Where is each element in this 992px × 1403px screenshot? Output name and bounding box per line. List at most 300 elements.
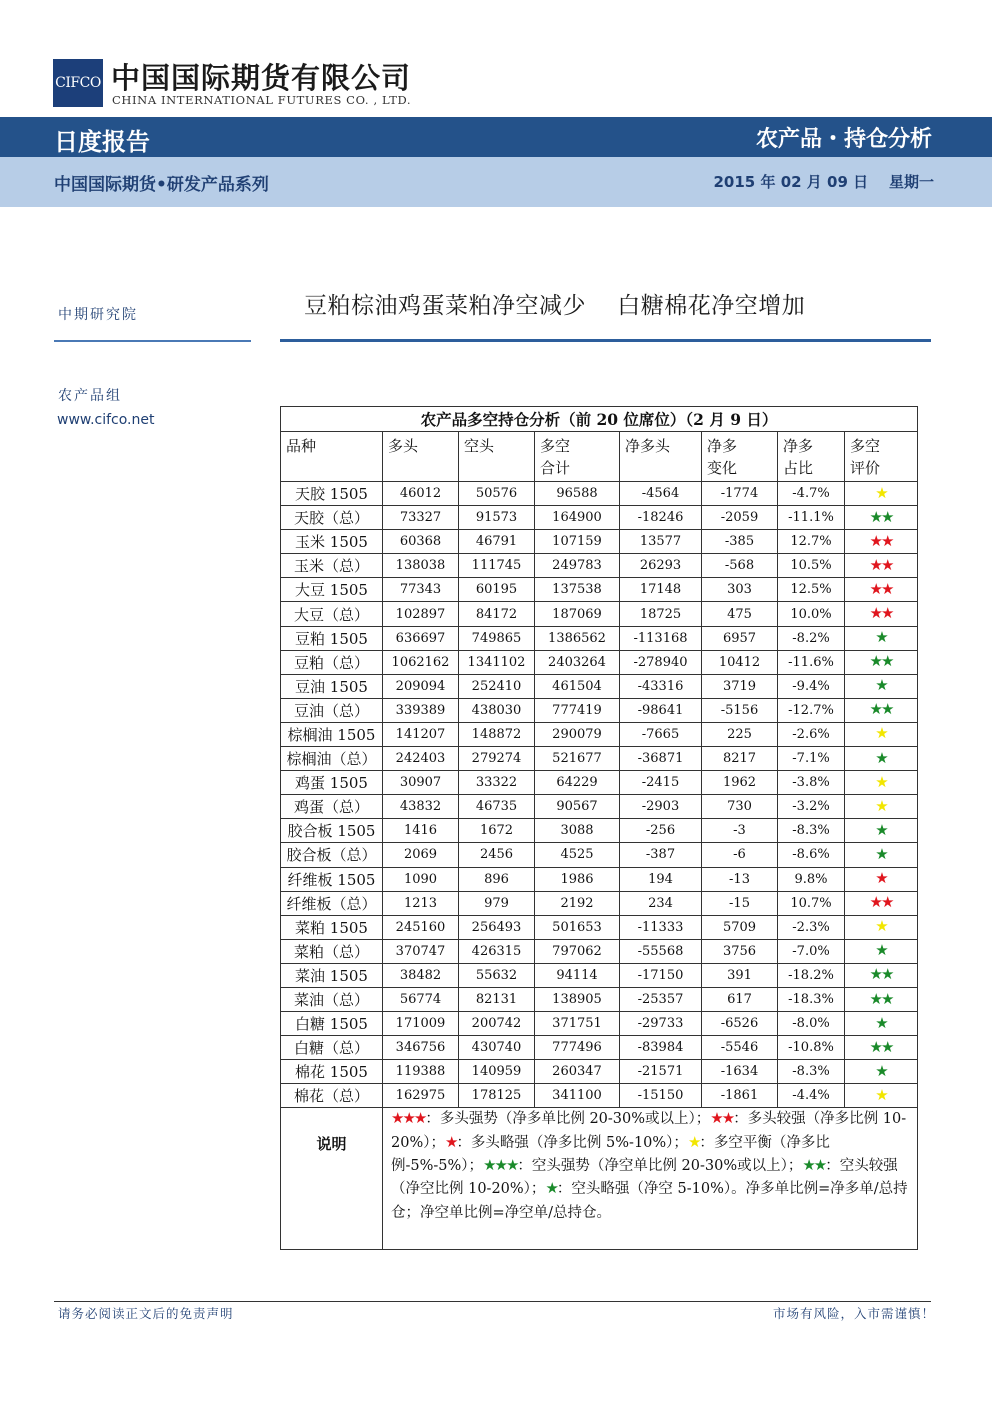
cell-change: 6957 xyxy=(702,626,778,650)
cell-total: 1386562 xyxy=(535,626,620,650)
table-row xyxy=(281,1060,918,1084)
cell-short: 2456 xyxy=(459,843,535,867)
report-banner xyxy=(0,117,992,157)
cell-rating xyxy=(845,795,918,819)
cell-name: 豆粕（总） xyxy=(281,650,383,674)
legend-star-icon: ★★ xyxy=(710,1109,734,1128)
legend-star-icon: ★ xyxy=(444,1132,457,1151)
cell-change: 5709 xyxy=(702,915,778,939)
cell-net: 26293 xyxy=(620,554,702,578)
column-header xyxy=(281,432,383,482)
column-header xyxy=(459,432,535,482)
cell-change: 391 xyxy=(702,963,778,987)
cell-rating xyxy=(845,987,918,1011)
cell-total: 96588 xyxy=(535,482,620,506)
cell-net: 234 xyxy=(620,891,702,915)
legend-text: ：空头强势（净空单比例 20-30%或以上）； xyxy=(517,1158,803,1175)
cell-ratio: 9.8% xyxy=(778,867,845,891)
rating-star-icon: ★★ xyxy=(869,989,893,1008)
cell-ratio: -3.8% xyxy=(778,771,845,795)
cell-long: 339389 xyxy=(383,698,459,722)
cell-long: 43832 xyxy=(383,795,459,819)
cell-name: 纤维板 1505 xyxy=(281,867,383,891)
cell-total: 94114 xyxy=(535,963,620,987)
cell-short: 279274 xyxy=(459,747,535,771)
cell-rating xyxy=(845,674,918,698)
rating-star-icon: ★ xyxy=(875,1013,887,1032)
cell-total: 187069 xyxy=(535,602,620,626)
table-note-row xyxy=(281,1108,918,1250)
cell-name: 大豆 1505 xyxy=(281,578,383,602)
cell-ratio: 10.5% xyxy=(778,554,845,578)
rating-star-icon: ★ xyxy=(875,724,887,743)
cell-change: 475 xyxy=(702,602,778,626)
column-header xyxy=(383,432,459,482)
cell-rating xyxy=(845,530,918,554)
cell-net: -2415 xyxy=(620,771,702,795)
note-text xyxy=(383,1108,918,1250)
cell-short: 979 xyxy=(459,891,535,915)
cell-total: 521677 xyxy=(535,747,620,771)
cell-ratio: -9.4% xyxy=(778,674,845,698)
cell-long: 77343 xyxy=(383,578,459,602)
cell-name: 棕榈油 1505 xyxy=(281,722,383,746)
cell-total: 64229 xyxy=(535,771,620,795)
table-row xyxy=(281,722,918,746)
cell-name: 棉花（总） xyxy=(281,1084,383,1108)
cell-total: 260347 xyxy=(535,1060,620,1084)
rating-star-icon: ★★ xyxy=(869,1037,893,1056)
cell-change: 3756 xyxy=(702,939,778,963)
cell-rating xyxy=(845,1036,918,1060)
cell-ratio: -11.1% xyxy=(778,506,845,530)
column-header xyxy=(535,432,620,482)
cell-long: 1062162 xyxy=(383,650,459,674)
cell-change: -15 xyxy=(702,891,778,915)
table-row xyxy=(281,626,918,650)
rating-star-icon: ★ xyxy=(875,941,887,960)
cell-rating xyxy=(845,843,918,867)
cell-rating xyxy=(845,915,918,939)
cell-net: -29733 xyxy=(620,1012,702,1036)
table-row xyxy=(281,819,918,843)
table-row xyxy=(281,578,918,602)
cell-short: 200742 xyxy=(459,1012,535,1036)
cell-change: -13 xyxy=(702,867,778,891)
cell-net: -15150 xyxy=(620,1084,702,1108)
rating-star-icon: ★★ xyxy=(869,531,893,550)
cell-net: 194 xyxy=(620,867,702,891)
cell-long: 60368 xyxy=(383,530,459,554)
cell-change: 1962 xyxy=(702,771,778,795)
legend-star-icon: ★★ xyxy=(802,1156,826,1175)
cell-ratio: -18.3% xyxy=(778,987,845,1011)
cell-net: -36871 xyxy=(620,747,702,771)
cell-ratio: -4.7% xyxy=(778,482,845,506)
cell-name: 纤维板（总） xyxy=(281,891,383,915)
cell-total: 290079 xyxy=(535,722,620,746)
cell-change: 730 xyxy=(702,795,778,819)
cell-rating xyxy=(845,1012,918,1036)
cell-net: -55568 xyxy=(620,939,702,963)
cell-total: 164900 xyxy=(535,506,620,530)
cell-rating xyxy=(845,722,918,746)
cell-total: 3088 xyxy=(535,819,620,843)
headline-divider xyxy=(280,339,931,342)
cell-short: 111745 xyxy=(459,554,535,578)
cell-ratio: -8.0% xyxy=(778,1012,845,1036)
cell-rating xyxy=(845,1084,918,1108)
rating-star-icon: ★ xyxy=(875,844,887,863)
cell-net: -387 xyxy=(620,843,702,867)
cell-long: 370747 xyxy=(383,939,459,963)
cell-net: -21571 xyxy=(620,1060,702,1084)
cell-name: 天胶（总） xyxy=(281,506,383,530)
cell-change: 303 xyxy=(702,578,778,602)
cell-name: 豆油 1505 xyxy=(281,674,383,698)
cell-ratio: 10.0% xyxy=(778,602,845,626)
rating-star-icon: ★★ xyxy=(869,555,893,574)
cell-short: 84172 xyxy=(459,602,535,626)
cell-total: 107159 xyxy=(535,530,620,554)
cell-short: 438030 xyxy=(459,698,535,722)
cell-long: 102897 xyxy=(383,602,459,626)
cell-net: -17150 xyxy=(620,963,702,987)
cell-short: 426315 xyxy=(459,939,535,963)
table-row xyxy=(281,554,918,578)
rating-star-icon: ★★ xyxy=(869,604,893,623)
cell-rating xyxy=(845,650,918,674)
table-row xyxy=(281,698,918,722)
sidebar-divider xyxy=(54,340,251,342)
footer-divider xyxy=(54,1301,931,1302)
cell-ratio: 10.7% xyxy=(778,891,845,915)
cell-short: 46735 xyxy=(459,795,535,819)
table-title: 农产品多空持仓分析（前 20 位席位）（2 月 9 日） xyxy=(281,407,918,432)
rating-star-icon: ★ xyxy=(875,796,887,815)
cell-ratio: -8.2% xyxy=(778,626,845,650)
cell-ratio: -7.0% xyxy=(778,939,845,963)
legend-star-icon: ★ xyxy=(545,1179,557,1198)
cell-ratio: -8.6% xyxy=(778,843,845,867)
cell-net: 17148 xyxy=(620,578,702,602)
cell-net: -2903 xyxy=(620,795,702,819)
cell-short: 91573 xyxy=(459,506,535,530)
cell-rating xyxy=(845,867,918,891)
rating-star-icon: ★★ xyxy=(869,507,893,526)
table-row xyxy=(281,1012,918,1036)
cell-change: -385 xyxy=(702,530,778,554)
cell-total: 777419 xyxy=(535,698,620,722)
cell-short: 430740 xyxy=(459,1036,535,1060)
cell-long: 56774 xyxy=(383,987,459,1011)
column-header-line: 净多头 xyxy=(625,437,671,455)
cell-short: 256493 xyxy=(459,915,535,939)
cell-total: 777496 xyxy=(535,1036,620,1060)
legend-text: ：多空平衡（净多比例-5%-5%）； xyxy=(391,1134,830,1175)
legend-star-icon: ★★★ xyxy=(483,1156,518,1175)
table-row xyxy=(281,843,918,867)
rating-star-icon: ★ xyxy=(875,748,887,767)
rating-star-icon: ★ xyxy=(875,917,887,936)
cell-short: 749865 xyxy=(459,626,535,650)
cell-long: 171009 xyxy=(383,1012,459,1036)
cell-name: 菜粕（总） xyxy=(281,939,383,963)
cell-name: 豆粕 1505 xyxy=(281,626,383,650)
page-headline: 豆粕棕油鸡蛋菜粕净空减少 白糖棉花净空增加 xyxy=(304,293,806,319)
cell-long: 73327 xyxy=(383,506,459,530)
cell-long: 209094 xyxy=(383,674,459,698)
cell-change: -2059 xyxy=(702,506,778,530)
company-name-en: CHINA INTERNATIONAL FUTURES CO. , LTD. xyxy=(112,93,412,107)
table-row xyxy=(281,987,918,1011)
rating-star-icon: ★★ xyxy=(869,700,893,719)
cell-name: 鸡蛋 1505 xyxy=(281,771,383,795)
table-row xyxy=(281,530,918,554)
cell-name: 大豆（总） xyxy=(281,602,383,626)
cell-rating xyxy=(845,554,918,578)
cell-long: 30907 xyxy=(383,771,459,795)
cell-total: 461504 xyxy=(535,674,620,698)
cell-ratio: -12.7% xyxy=(778,698,845,722)
cell-long: 141207 xyxy=(383,722,459,746)
cell-name: 天胶 1505 xyxy=(281,482,383,506)
column-header-line: 评价 xyxy=(850,459,881,477)
cell-total: 797062 xyxy=(535,939,620,963)
cell-change: 10412 xyxy=(702,650,778,674)
cell-long: 46012 xyxy=(383,482,459,506)
cell-rating xyxy=(845,626,918,650)
cell-total: 501653 xyxy=(535,915,620,939)
column-header-line: 品种 xyxy=(286,437,317,455)
cell-long: 636697 xyxy=(383,626,459,650)
cell-change: -5156 xyxy=(702,698,778,722)
cell-rating xyxy=(845,939,918,963)
legend-text: ：多头略强（净多比例 5%-10%）； xyxy=(456,1134,688,1151)
cell-name: 胶合板 1505 xyxy=(281,819,383,843)
cell-long: 38482 xyxy=(383,963,459,987)
cell-change: -1634 xyxy=(702,1060,778,1084)
cell-long: 119388 xyxy=(383,1060,459,1084)
rating-star-icon: ★ xyxy=(875,676,887,695)
rating-star-icon: ★ xyxy=(875,772,887,791)
cell-short: 1341102 xyxy=(459,650,535,674)
table-row xyxy=(281,915,918,939)
column-header xyxy=(702,432,778,482)
cell-short: 140959 xyxy=(459,1060,535,1084)
legend-text: ：空头略强（净空 5-10%）。净多单比例=净多单/总持仓；净空单比例=净空单/总持仓。 xyxy=(391,1181,908,1221)
cell-ratio: -4.4% xyxy=(778,1084,845,1108)
cell-short: 50576 xyxy=(459,482,535,506)
rating-star-icon: ★★ xyxy=(869,965,893,984)
rating-star-icon: ★★ xyxy=(869,652,893,671)
column-header-line: 净多 xyxy=(707,437,738,455)
report-series: 中国国际期货•研发产品系列 xyxy=(54,175,269,195)
cell-change: 617 xyxy=(702,987,778,1011)
cell-ratio: -8.3% xyxy=(778,1060,845,1084)
rating-star-icon: ★ xyxy=(875,483,887,502)
rating-star-icon: ★ xyxy=(875,1061,887,1080)
cell-total: 371751 xyxy=(535,1012,620,1036)
legend-star-icon: ★ xyxy=(687,1132,700,1151)
column-header-line: 空头 xyxy=(464,437,495,455)
cell-net: -11333 xyxy=(620,915,702,939)
cell-short: 896 xyxy=(459,867,535,891)
cell-total: 137538 xyxy=(535,578,620,602)
table-row xyxy=(281,506,918,530)
table-row xyxy=(281,602,918,626)
cell-ratio: -3.2% xyxy=(778,795,845,819)
cell-rating xyxy=(845,698,918,722)
cell-name: 棉花 1505 xyxy=(281,1060,383,1084)
cell-name: 白糖 1505 xyxy=(281,1012,383,1036)
table-row xyxy=(281,939,918,963)
column-header-line: 多空 xyxy=(850,437,881,455)
cell-long: 162975 xyxy=(383,1084,459,1108)
rating-star-icon: ★★ xyxy=(869,893,893,912)
cell-ratio: -2.3% xyxy=(778,915,845,939)
table-row xyxy=(281,867,918,891)
report-type: 日度报告 xyxy=(54,128,150,156)
rating-star-icon: ★ xyxy=(875,1085,887,1104)
cell-net: -4564 xyxy=(620,482,702,506)
column-header-line: 变化 xyxy=(707,459,738,477)
column-header xyxy=(620,432,702,482)
table-row xyxy=(281,650,918,674)
rating-star-icon: ★ xyxy=(875,628,887,647)
cell-net: -43316 xyxy=(620,674,702,698)
cell-ratio: 12.5% xyxy=(778,578,845,602)
footer-risk-warning: 市场有风险，入市需谨慎！ xyxy=(772,1306,935,1321)
cell-rating xyxy=(845,482,918,506)
cell-total: 249783 xyxy=(535,554,620,578)
cell-name: 胶合板（总） xyxy=(281,843,383,867)
table-row xyxy=(281,795,918,819)
column-header-line: 合计 xyxy=(540,459,571,477)
legend-text: ：多头强势（净多单比例 20-30%或以上）； xyxy=(425,1111,711,1128)
cell-rating xyxy=(845,963,918,987)
table-row xyxy=(281,771,918,795)
table-row xyxy=(281,747,918,771)
cell-net: -256 xyxy=(620,819,702,843)
cell-net: -83984 xyxy=(620,1036,702,1060)
cell-long: 242403 xyxy=(383,747,459,771)
cell-change: -1861 xyxy=(702,1084,778,1108)
report-subbanner xyxy=(0,157,992,207)
cell-net: -7665 xyxy=(620,722,702,746)
table-row xyxy=(281,963,918,987)
table-row xyxy=(281,674,918,698)
cell-net: 18725 xyxy=(620,602,702,626)
cell-rating xyxy=(845,819,918,843)
cell-total: 2403264 xyxy=(535,650,620,674)
cell-rating xyxy=(845,602,918,626)
cell-ratio: -10.8% xyxy=(778,1036,845,1060)
cell-name: 豆油（总） xyxy=(281,698,383,722)
table-row xyxy=(281,1036,918,1060)
cell-rating xyxy=(845,1060,918,1084)
cell-rating xyxy=(845,578,918,602)
column-header-line: 多头 xyxy=(388,437,419,455)
cell-change: 3719 xyxy=(702,674,778,698)
table-header-row xyxy=(281,432,918,482)
positions-table-container xyxy=(280,406,917,1250)
cell-long: 346756 xyxy=(383,1036,459,1060)
company-logo-mark: CIFCO xyxy=(53,59,103,107)
column-header-line: 占比 xyxy=(783,459,814,477)
table-title-row xyxy=(281,407,918,432)
cell-short: 46791 xyxy=(459,530,535,554)
cell-name: 菜粕 1505 xyxy=(281,915,383,939)
cell-rating xyxy=(845,747,918,771)
cell-rating xyxy=(845,771,918,795)
rating-star-icon: ★ xyxy=(875,869,887,888)
table-row xyxy=(281,1084,918,1108)
report-date: 2015 年 02 月 09 日 星期一 xyxy=(713,173,934,191)
cell-short: 82131 xyxy=(459,987,535,1011)
cell-ratio: 12.7% xyxy=(778,530,845,554)
cell-change: 225 xyxy=(702,722,778,746)
cell-change: -3 xyxy=(702,819,778,843)
column-header xyxy=(845,432,918,482)
table-row xyxy=(281,482,918,506)
cell-net: -25357 xyxy=(620,987,702,1011)
company-name-cn: 中国国际期货有限公司 xyxy=(111,61,412,95)
cell-name: 鸡蛋（总） xyxy=(281,795,383,819)
cell-long: 1416 xyxy=(383,819,459,843)
cell-short: 252410 xyxy=(459,674,535,698)
cell-rating xyxy=(845,891,918,915)
cell-name: 菜油（总） xyxy=(281,987,383,1011)
report-category: 农产品・持仓分析 xyxy=(755,127,932,152)
rating-star-icon: ★★ xyxy=(869,579,893,598)
cell-long: 2069 xyxy=(383,843,459,867)
cell-rating xyxy=(845,506,918,530)
cell-long: 138038 xyxy=(383,554,459,578)
rating-star-icon: ★ xyxy=(875,820,887,839)
table-row xyxy=(281,891,918,915)
cell-long: 245160 xyxy=(383,915,459,939)
sidebar-department: 中期研究院 xyxy=(58,307,138,323)
cell-long: 1213 xyxy=(383,891,459,915)
column-header xyxy=(778,432,845,482)
positions-table xyxy=(280,406,918,1250)
legend-text: ：多头较强（净多比例 10-20%）； xyxy=(391,1111,907,1151)
cell-short: 178125 xyxy=(459,1084,535,1108)
cell-net: -18246 xyxy=(620,506,702,530)
cell-total: 2192 xyxy=(535,891,620,915)
cell-change: -5546 xyxy=(702,1036,778,1060)
legend-star-icon: ★★★ xyxy=(391,1109,426,1128)
legend-text: ：空头较强（净空比例 10-20%）； xyxy=(391,1158,898,1198)
cell-net: 13577 xyxy=(620,530,702,554)
cell-ratio: -8.3% xyxy=(778,819,845,843)
cell-short: 33322 xyxy=(459,771,535,795)
cell-change: 8217 xyxy=(702,747,778,771)
cell-ratio: -2.6% xyxy=(778,722,845,746)
cell-short: 55632 xyxy=(459,963,535,987)
sidebar-website-link[interactable]: www.cifco.net xyxy=(57,412,155,428)
cell-long: 1090 xyxy=(383,867,459,891)
cell-change: -6 xyxy=(702,843,778,867)
cell-name: 白糖（总） xyxy=(281,1036,383,1060)
cell-total: 4525 xyxy=(535,843,620,867)
cell-ratio: -7.1% xyxy=(778,747,845,771)
cell-name: 棕榈油（总） xyxy=(281,747,383,771)
cell-total: 1986 xyxy=(535,867,620,891)
cell-short: 148872 xyxy=(459,722,535,746)
cell-change: -6526 xyxy=(702,1012,778,1036)
